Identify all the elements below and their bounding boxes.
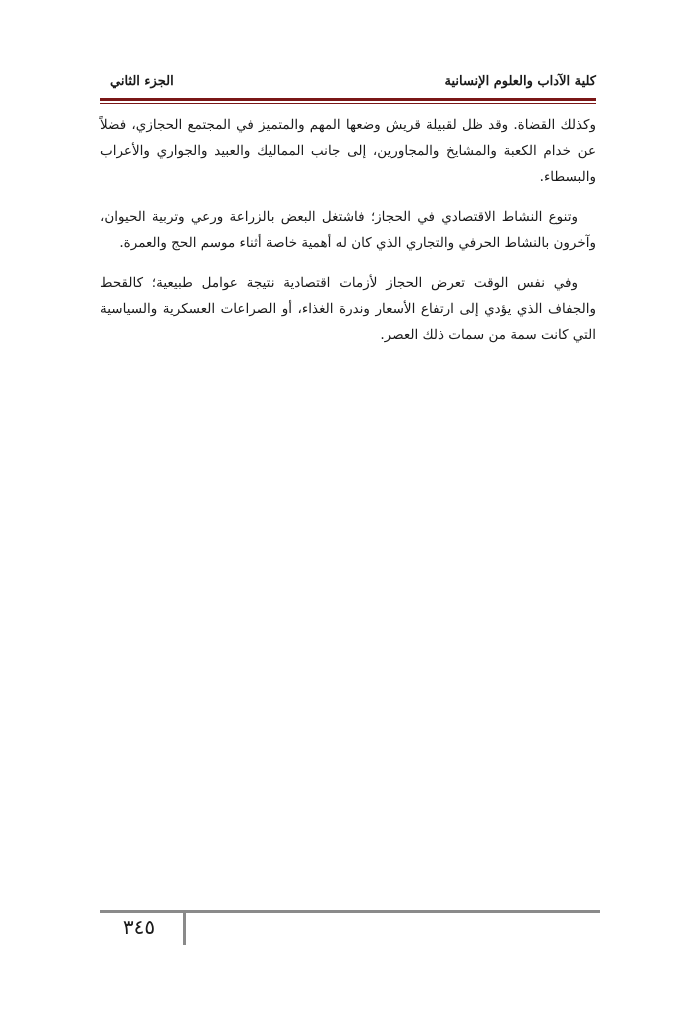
paragraph-2: وتنوع النشاط الاقتصادي في الحجاز؛ فاشتغل البعض بالزراعة ورعي وتربية الحيوان، وآخرون بالنشاط الحرفي والتجاري الذي كان له أهمية خاصة أثناء موسم الحج والعمرة. (100, 209, 596, 251)
header-college-title: كلية الآداب والعلوم الإنسانية (444, 74, 596, 89)
page-number: ٣٤٥ (122, 915, 156, 939)
footer-separator (183, 910, 186, 945)
header-rule-thin (100, 103, 596, 104)
paragraph-3: وفي نفس الوقت تعرض الحجاز لأزمات اقتصادية نتيجة عوامل طبيعية؛ كالقحط والجفاف الذي يؤدي إلى ارتفاع الأسعار وندرة الغذاء، أو الصراعات العسكرية والسياسية التي كانت سمة من سمات ذلك العصر. (100, 275, 596, 343)
page-header (100, 74, 596, 96)
body-text (100, 112, 596, 362)
paragraph-1: وكذلك القضاة. وقد ظل لقبيلة قريش وضعها المهم والمتميز في المجتمع الحجازي، فضلاً عن خدام الكعبة والمشايخ والمجاورين، إلى جانب المماليك والعبيد والجواري والأعراب والبسطاء. (100, 117, 596, 185)
header-rule-thick (100, 98, 596, 101)
header-part-label: الجزء الثاني (110, 74, 174, 89)
